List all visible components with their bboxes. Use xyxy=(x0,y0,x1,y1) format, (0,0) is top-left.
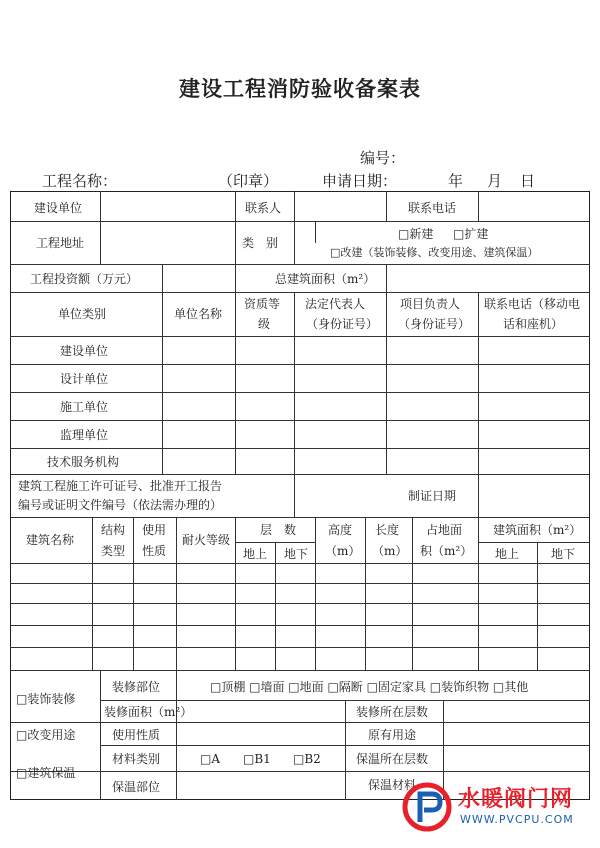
deco-floor-label: 装修所在层数 xyxy=(356,705,429,719)
fire-rating-header: 耐火等级 xyxy=(182,533,231,547)
investment-label: 工程投资额（万元） xyxy=(30,272,139,286)
opt-expand[interactable]: □扩建 xyxy=(453,227,489,241)
deco-part-label: 装修部位 xyxy=(112,680,161,694)
land-area-unit: 积（m²） xyxy=(420,544,473,558)
unit-row-builder: 建设单位 xyxy=(60,344,109,358)
length-unit: （m） xyxy=(372,544,408,558)
length-header: 长度 xyxy=(375,523,400,537)
insul-part-label: 保温部位 xyxy=(112,780,161,794)
use-header: 使用 xyxy=(142,523,167,537)
month-label: 月 xyxy=(487,172,503,190)
builder-label: 建设单位 xyxy=(34,201,83,215)
structure-header: 结构 xyxy=(101,523,126,537)
project-name-label: 工程名称： xyxy=(42,172,118,190)
opt-new[interactable]: □新建 xyxy=(398,227,434,241)
brand-logo-icon xyxy=(402,782,452,832)
contact-label: 联系人 xyxy=(245,201,282,215)
brand-name: 水暖阀门网 xyxy=(458,787,574,812)
project-manager-header-2: （身份证号） xyxy=(398,317,471,331)
legal-rep-header: 法定代表人 xyxy=(305,297,366,311)
area-above-header: 地上 xyxy=(495,547,520,561)
use-nature-label: 使用性质 xyxy=(112,728,161,742)
category-label: 类 别 xyxy=(242,236,279,250)
material-type-label: 材料类别 xyxy=(112,752,161,766)
permit-label-2: 编号或证明文件编号（依法需办理的） xyxy=(18,498,223,512)
legal-rep-header-2: （身份证号） xyxy=(306,317,379,331)
year-label: 年 xyxy=(448,172,464,190)
deco-area-label: 装修面积（m²） xyxy=(104,705,193,719)
serial-label: 编号： xyxy=(360,149,406,167)
area-below-header: 地下 xyxy=(551,547,576,561)
use-header-2: 性质 xyxy=(142,544,167,558)
site-watermark xyxy=(402,780,592,836)
phone-label: 联系电话 xyxy=(408,201,457,215)
bldg-area-header: 建筑面积（m²） xyxy=(493,523,582,537)
unit-row-constructor: 施工单位 xyxy=(60,400,109,414)
land-area-header: 占地面 xyxy=(426,523,463,537)
form-title: 建设工程消防验收备案表 xyxy=(179,76,421,101)
brand-url: WWW.PVCPU.COM xyxy=(460,813,574,826)
option-b2[interactable]: □B2 xyxy=(293,752,321,766)
day-label: 日 xyxy=(520,172,536,190)
insul-material-label: 保温材料 xyxy=(368,778,417,792)
floors-above-header: 地上 xyxy=(243,547,268,561)
unit-row-tech-service: 技术服务机构 xyxy=(47,455,120,469)
height-header: 高度 xyxy=(328,523,353,537)
option-a[interactable]: □A xyxy=(200,752,221,766)
tel-header-2: 话和座机） xyxy=(503,317,564,331)
height-unit: （m） xyxy=(325,544,361,558)
insulation-check[interactable]: □建筑保温 xyxy=(16,766,76,780)
deco-check[interactable]: □装饰装修 xyxy=(16,692,76,706)
qualification-header: 资质等 xyxy=(244,297,281,311)
unit-row-supervisor: 监理单位 xyxy=(60,428,109,442)
deco-options[interactable]: □顶棚 □墙面 □地面 □隔断 □固定家具 □装饰织物 □其他 xyxy=(210,680,529,694)
floors-header: 层 数 xyxy=(260,523,297,537)
total-area-label: 总建筑面积（m²） xyxy=(275,272,376,286)
option-b1[interactable]: □B1 xyxy=(243,752,271,766)
unit-name-header: 单位名称 xyxy=(174,307,223,321)
apply-date-label: 申请日期： xyxy=(322,172,398,190)
seal-label: （印章） xyxy=(218,172,279,190)
unit-type-header: 单位类别 xyxy=(58,307,107,321)
structure-header-2: 类型 xyxy=(101,544,126,558)
unit-row-designer: 设计单位 xyxy=(60,372,109,386)
qualification-header-2: 级 xyxy=(258,317,271,331)
address-label: 工程地址 xyxy=(36,236,85,250)
permit-date-label: 制证日期 xyxy=(408,489,457,503)
tel-header: 联系电话（移动电 xyxy=(484,297,581,311)
project-manager-header: 项目负责人 xyxy=(400,297,461,311)
bldg-name-header: 建筑名称 xyxy=(26,533,75,547)
orig-use-label: 原有用途 xyxy=(368,728,417,742)
opt-rebuild[interactable]: □改建（装饰装修、改变用途、建筑保温） xyxy=(330,246,539,259)
permit-label-1: 建筑工程施工许可证号、批准开工报告 xyxy=(18,479,223,493)
floors-below-header: 地下 xyxy=(284,547,309,561)
insul-floor-label: 保温所在层数 xyxy=(356,752,429,766)
change-use-check[interactable]: □改变用途 xyxy=(16,728,76,742)
